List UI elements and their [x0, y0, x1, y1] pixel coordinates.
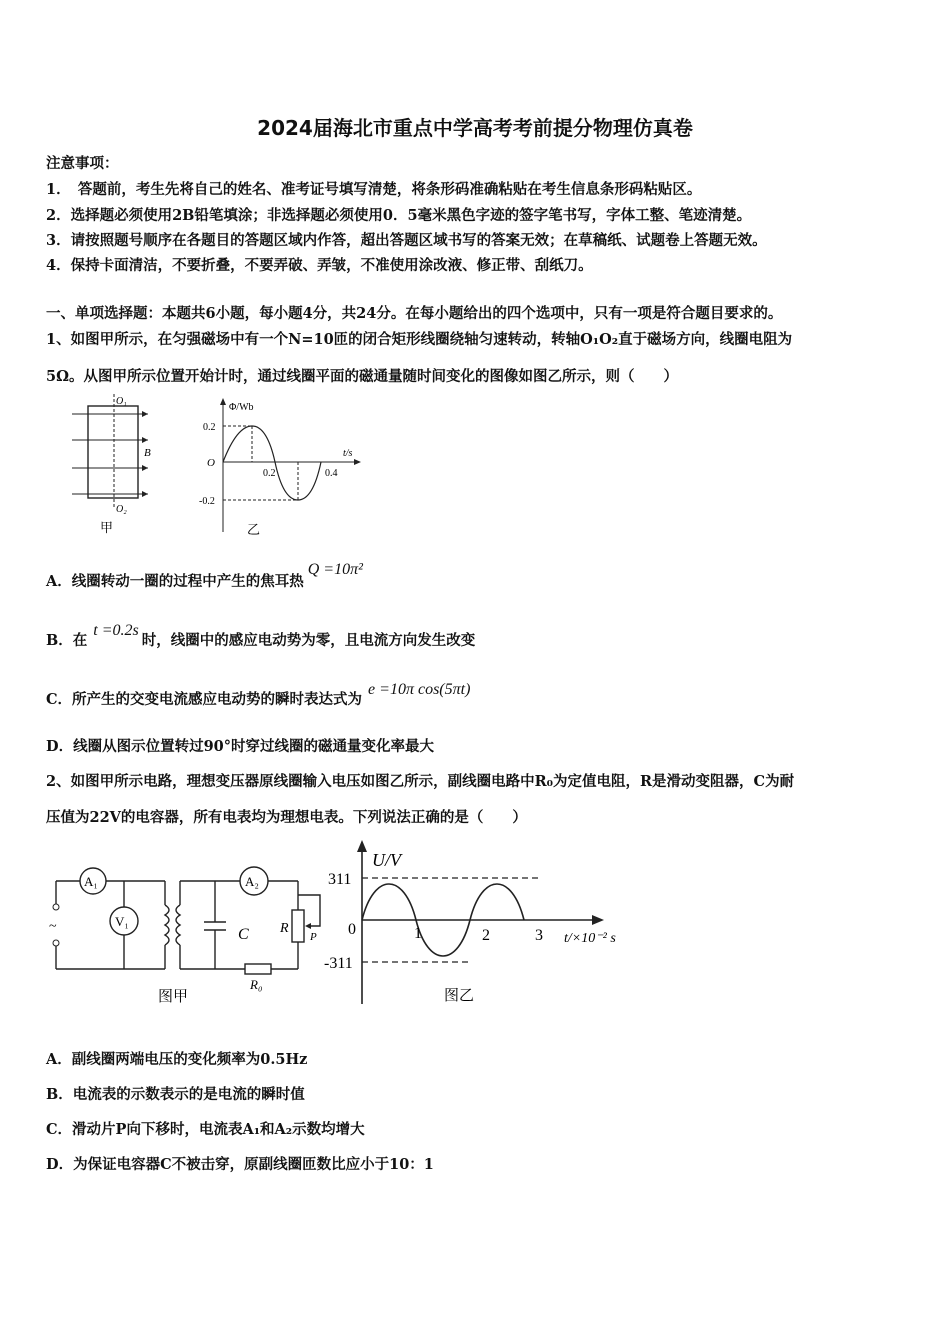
q1-stem-line2: 5Ω。从图甲所示位置开始计时，通过线圈平面的磁通量随时间变化的图像如图乙所示，则（ ） [46, 368, 678, 385]
fig2-yi-ytick-neg: -311 [324, 955, 353, 972]
fig2-yi-xtick3: 3 [535, 927, 543, 944]
notice-heading: 注意事项： [46, 155, 119, 172]
q2-stem-line1: 2、如图甲所示电路，理想变压器原线圈输入电压如图乙所示，副线圈电路中R₀为定值电阻，R是滑动变阻器，C为耐 [46, 773, 795, 790]
q1-option-c-text: C．所产生的交变电流感应电动势的瞬时表达式为 [46, 691, 363, 708]
fig2-yi-ytick-pos: 311 [328, 871, 352, 888]
q1-option-b-math: t =0.2s [93, 622, 139, 639]
fig2-jia-label: 图甲 [158, 989, 189, 1005]
fig-yi-xtick1: 0.2 [263, 468, 276, 479]
fig-yi-ytick-neg: -0.2 [199, 496, 215, 507]
q1-figure-yi [195, 392, 370, 542]
q1-option-b-prefix: B．在 [46, 632, 88, 649]
fig2-yi-origin: 0 [348, 921, 356, 938]
q1-option-b [46, 622, 476, 650]
fig-yi-origin: O [207, 457, 215, 469]
notice-item-2: 2．选择题必须使用2B铅笔填涂；非选择题必须使用0．5毫米黑色字迹的签字笔书写，字体工整、笔迹清楚。 [46, 207, 752, 224]
q2-option-a: A．副线圈两端电压的变化频率为0.5Hz [46, 1051, 308, 1068]
fig-yi-ylabel: Φ/Wb [229, 402, 254, 413]
q2-figure-jia [40, 855, 340, 1010]
fig-yi-ytick-pos: 0.2 [203, 422, 216, 433]
fig-jia-label: 甲 [100, 520, 114, 535]
fig2-yi-label: 图乙 [444, 988, 475, 1004]
q1-option-a-text: A．线圈转动一圈的过程中产生的焦耳热 [46, 573, 304, 590]
q2-option-b: B．电流表的示数表示的是电流的瞬时值 [46, 1086, 305, 1103]
notice-item-4: 4．保持卡面清洁，不要折叠，不要弄破、弄皱，不准使用涂改液、修正带、刮纸刀。 [46, 257, 593, 274]
q1-option-a [46, 561, 363, 591]
fig-yi-xtick2: 0.4 [325, 468, 338, 479]
fig2-jia-a1: A₁ [84, 874, 98, 889]
q1-stem-line1: 1、如图甲所示，在匀强磁场中有一个N=10匝的闭合矩形线圈绕轴匀速转动，转轴O₁O₂直于磁场方向，线圈电阻为 [46, 331, 793, 348]
fig2-yi-xtick1: 1 [414, 925, 422, 942]
fig2-jia-r0: R₀ [250, 977, 263, 992]
q1-option-a-math: Q =10π² [307, 561, 363, 578]
q2-option-c: C．滑动片P向下移时，电流表A₁和A₂示数均增大 [46, 1121, 365, 1138]
q1-option-c-math: e =10π cos(5πt) [368, 681, 471, 698]
fig-jia-o1: O₁ [116, 396, 127, 407]
fig2-yi-xlabel: t/×10⁻² s [564, 931, 616, 946]
notice-item-3: 3．请按照题号顺序在各题目的答题区域内作答，超出答题区域书写的答案无效；在草稿纸、试题卷上答题无效。 [46, 232, 767, 249]
q2-stem-line2: 压值为22V的电容器，所有电表均为理想电表。下列说法正确的是（ ） [46, 809, 527, 826]
q2-option-d: D．为保证电容器C不被击穿，原副线圈匝数比应小于10：1 [46, 1156, 434, 1173]
fig2-jia-a2: A₂ [245, 874, 259, 889]
fig2-jia-p: P [310, 931, 317, 943]
fig2-jia-r: R [280, 921, 289, 936]
fig2-yi-xtick2: 2 [482, 927, 490, 944]
q1-figure-jia [60, 392, 170, 542]
fig-yi-xlabel: t/s [343, 448, 353, 459]
section-heading: 一、单项选择题：本题共6小题，每小题4分，共24分。在每小题给出的四个选项中，只有一项是符合题目要求的。 [46, 305, 783, 322]
q1-option-b-text: 时，线圈中的感应电动势为零，且电流方向发生改变 [141, 632, 476, 649]
fig2-jia-source: ~ [49, 919, 57, 934]
q1-option-c [46, 681, 471, 709]
fig-jia-b: B [144, 447, 151, 459]
fig2-jia-v1: V₁ [115, 914, 129, 929]
q2-figure-yi [320, 840, 635, 1010]
fig-yi-label: 乙 [247, 522, 261, 537]
notice-item-1: 1． 答题前，考生先将自己的姓名、准考证号填写清楚，将条形码准确粘贴在考生信息条形码粘贴区。 [46, 181, 702, 198]
q1-option-d: D．线圈从图示位置转过90°时穿过线圈的磁通量变化率最大 [46, 738, 435, 755]
fig-jia-o2: O₂ [116, 504, 127, 515]
fig2-yi-ylabel: U/V [372, 850, 401, 870]
fig2-jia-c: C [238, 926, 249, 943]
page-title: 2024届海北市重点中学高考考前提分物理仿真卷 [257, 116, 693, 140]
